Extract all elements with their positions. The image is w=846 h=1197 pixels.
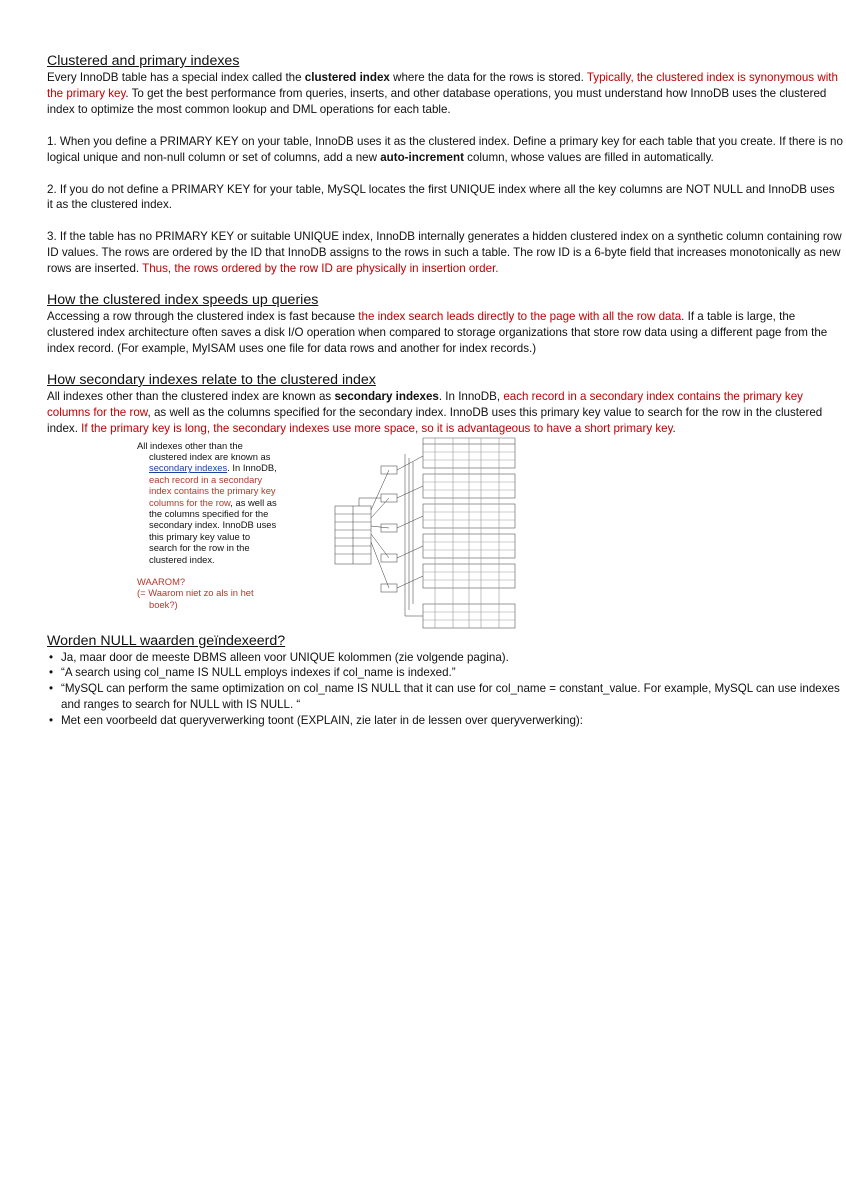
paragraph-rule-3: 3. If the table has no PRIMARY KEY or suitable UNIQUE index, InnoDB internally generates a hidden clustered index on a synthetic column containing row ID values. The rows are ordered by the ID that InnoDB assigns to the rows in such a table. The row ID is a 6-byte field that increases monotonically as new rows are inserted. Thus, the rows ordered by the row ID are physically in insertion order. [47,230,842,276]
figure-caption: All indexes other than the clustered index are known as secondary indexes. In InnoDB, each record in a secondary index contains the primary key columns for the row, as well as the columns specified for the secondary index. InnoDB uses this primary key value to search for the row in the clustered index. WAAROM? (= Waarom niet zo als in het boek?) [137,439,277,610]
list-item: • Met een voorbeeld dat queryverwerking toont (EXPLAIN, zie later in de lessen over queryverwerking): [61,713,843,729]
paragraph-secondary-indexes: All indexes other than the clustered index are known as secondary indexes. In InnoDB, each record in a secondary index contains the primary key columns for the row, as well as the columns specified for the secondary index. InnoDB uses this primary key value to search for the row in the clustered index. If the primary key is long, the secondary indexes use more space, so it is advantageous to have a short primary key. [47,389,823,435]
heading-secondary-indexes: How secondary indexes relate to the clustered index [47,371,376,388]
heading-speeds-up: How the clustered index speeds up queries [47,292,319,309]
secondary-index-figure [47,440,843,630]
paragraph-speeds-up: Accessing a row through the clustered index is fast because the index search leads directly to the page with all the row data. If a table is large, the clustered index architecture often saves a disk I/O operation when compared to storage organizations that store row data using a different page from the index record. (For example, MyISAM uses one file for data rows and another for index records.) [47,310,828,355]
paragraph-intro: Every InnoDB table has a special index called the clustered index where the data for the rows is stored. Typically, the clustered index is synonymous with the primary key. To get the best performance from queries, inserts, and other database operations, you must understand how InnoDB uses the clustered index to optimize the most common lookup and DML operations for each table. [47,71,838,116]
list-item: • Ja, maar door de meeste DBMS alleen voor UNIQUE kolommen (zie volgende pagina). [61,650,843,666]
heading-null-indexed: Worden NULL waarden geïndexeerd? [47,632,286,649]
list-item: • “MySQL can perform the same optimization on col_name IS NULL that it can use for col_name = constant_value. For example, MySQL can use indexes and ranges to search for NULL with IS NULL. “ [61,681,843,713]
waarom-note: WAAROM? [137,575,186,587]
null-index-bullet-list [47,650,843,730]
list-item: • “A search using col_name IS NULL employs indexes if col_name is indexed.” [61,665,843,681]
paragraph-rule-1: 1. When you define a PRIMARY KEY on your table, InnoDB uses it as the clustered index. Define a primary key for each table that you create. If there is no logical unique and non-null column or set of columns, add a new auto-increment column, whose values are filled in automatically. [47,134,843,164]
paragraph-rule-2: 2. If you do not define a PRIMARY KEY for your table, MySQL locates the first UNIQUE index where all the key columns are NOT NULL and InnoDB uses it as the clustered index. [47,182,835,212]
index-structure-diagram [285,434,517,630]
document-body [47,52,843,729]
heading-clustered-primary: Clustered and primary indexes [47,53,240,69]
